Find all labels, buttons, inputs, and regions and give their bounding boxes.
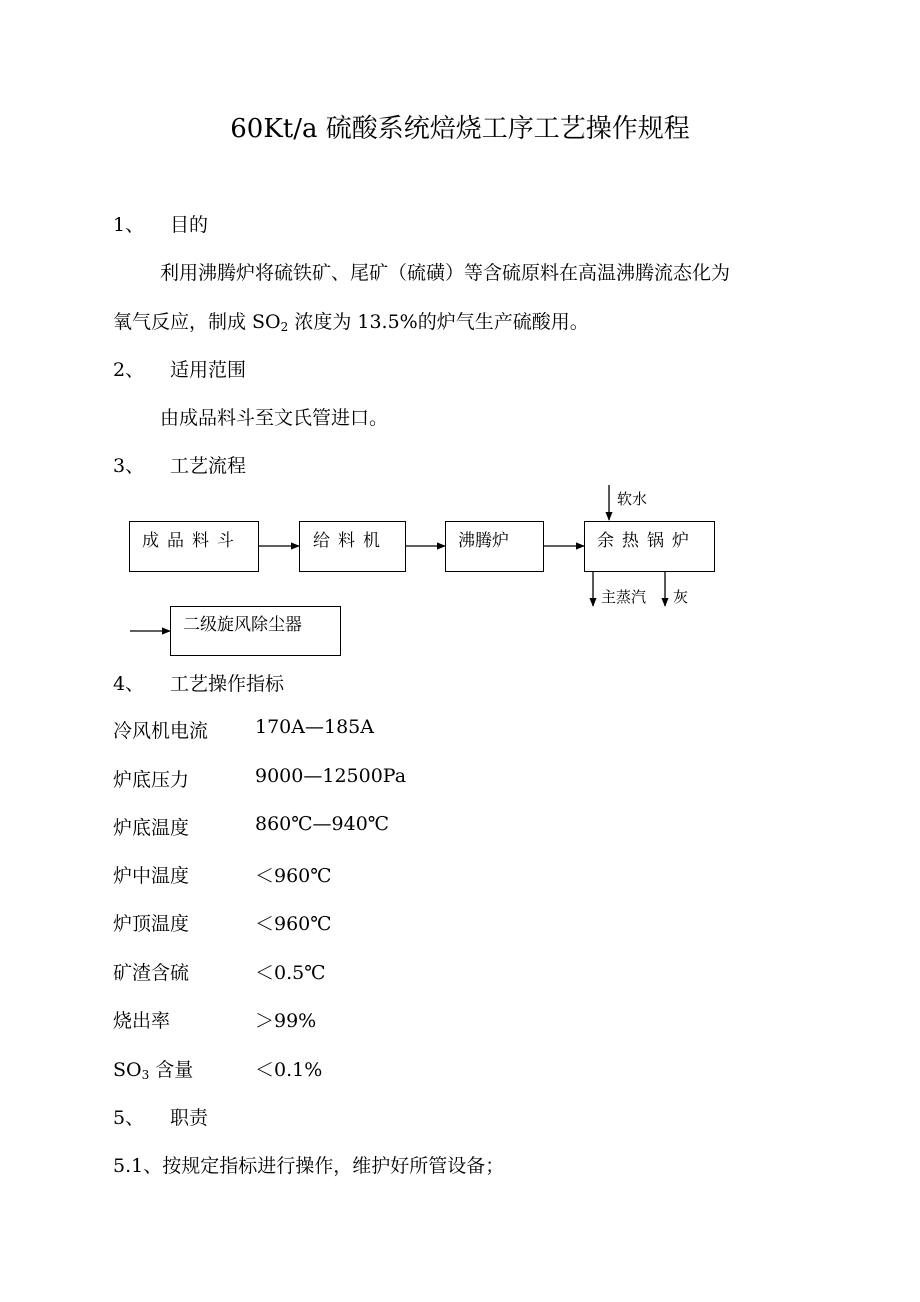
label-ash: 灰 — [673, 588, 689, 606]
flow-box-waste-heat-boiler: 余热锅炉 — [584, 521, 715, 572]
section-2-text: 由成品料斗至文氏管进口。 — [160, 407, 389, 429]
label-main-steam: 主蒸汽 — [601, 588, 647, 606]
param-name: 炉中温度 — [113, 865, 190, 887]
param-name: $SO_3$ 含量 — [113, 1059, 194, 1082]
section-4-number: 4、 — [113, 673, 145, 695]
param-value: ＜960℃ — [255, 913, 332, 935]
param-name: 冷风机电流 — [113, 720, 209, 742]
param-name: 烧出率 — [113, 1010, 171, 1032]
section-1-text-line2: 氧气反应，制成 $SO_2$ 浓度为 13.5%的炉气生产硫酸用。 — [113, 311, 589, 334]
flow-box-feeder: 给料机 — [299, 521, 406, 572]
section-5-item-1: 5.1、按规定指标进行操作，维护好所管设备； — [113, 1155, 505, 1177]
section-1-number: 1、 — [113, 214, 145, 236]
section-5-title: 职责 — [170, 1107, 209, 1129]
param-value: 860℃—940℃ — [255, 813, 390, 835]
param-name: 炉底压力 — [113, 769, 190, 791]
flow-box-finished-hopper: 成品料斗 — [129, 521, 259, 572]
param-value: 170A—185A — [255, 716, 374, 738]
section-4-title: 工艺操作指标 — [170, 673, 285, 695]
section-1-text-line1: 利用沸腾炉将硫铁矿、尾矿（硫磺）等含硫原料在高温沸腾流态化为 — [160, 262, 731, 284]
flow-box-fluidized-furnace: 沸腾炉 — [445, 521, 544, 572]
param-value: ＜0.5℃ — [255, 962, 326, 984]
section-3-title: 工艺流程 — [170, 455, 247, 477]
param-name: 矿渣含硫 — [113, 962, 190, 984]
section-1-title: 目的 — [170, 214, 209, 236]
section-3-number: 3、 — [113, 455, 145, 477]
flow-box-cyclone-dust-collector: 二级旋风除尘器 — [170, 606, 341, 656]
param-value: ＞99% — [255, 1010, 317, 1032]
param-name: 炉顶温度 — [113, 913, 190, 935]
section-5-number: 5、 — [113, 1107, 145, 1129]
param-name: 炉底温度 — [113, 817, 190, 839]
section-2-title: 适用范围 — [170, 359, 247, 381]
param-value: ＜0.1% — [255, 1059, 323, 1081]
param-value: ＜960℃ — [255, 865, 332, 887]
document-title: 60Kt/a 硫酸系统焙烧工序工艺操作规程 — [230, 114, 690, 144]
section-2-number: 2、 — [113, 359, 145, 381]
label-soft-water: 软水 — [617, 490, 648, 508]
param-value: 9000—12500Pa — [255, 765, 407, 787]
